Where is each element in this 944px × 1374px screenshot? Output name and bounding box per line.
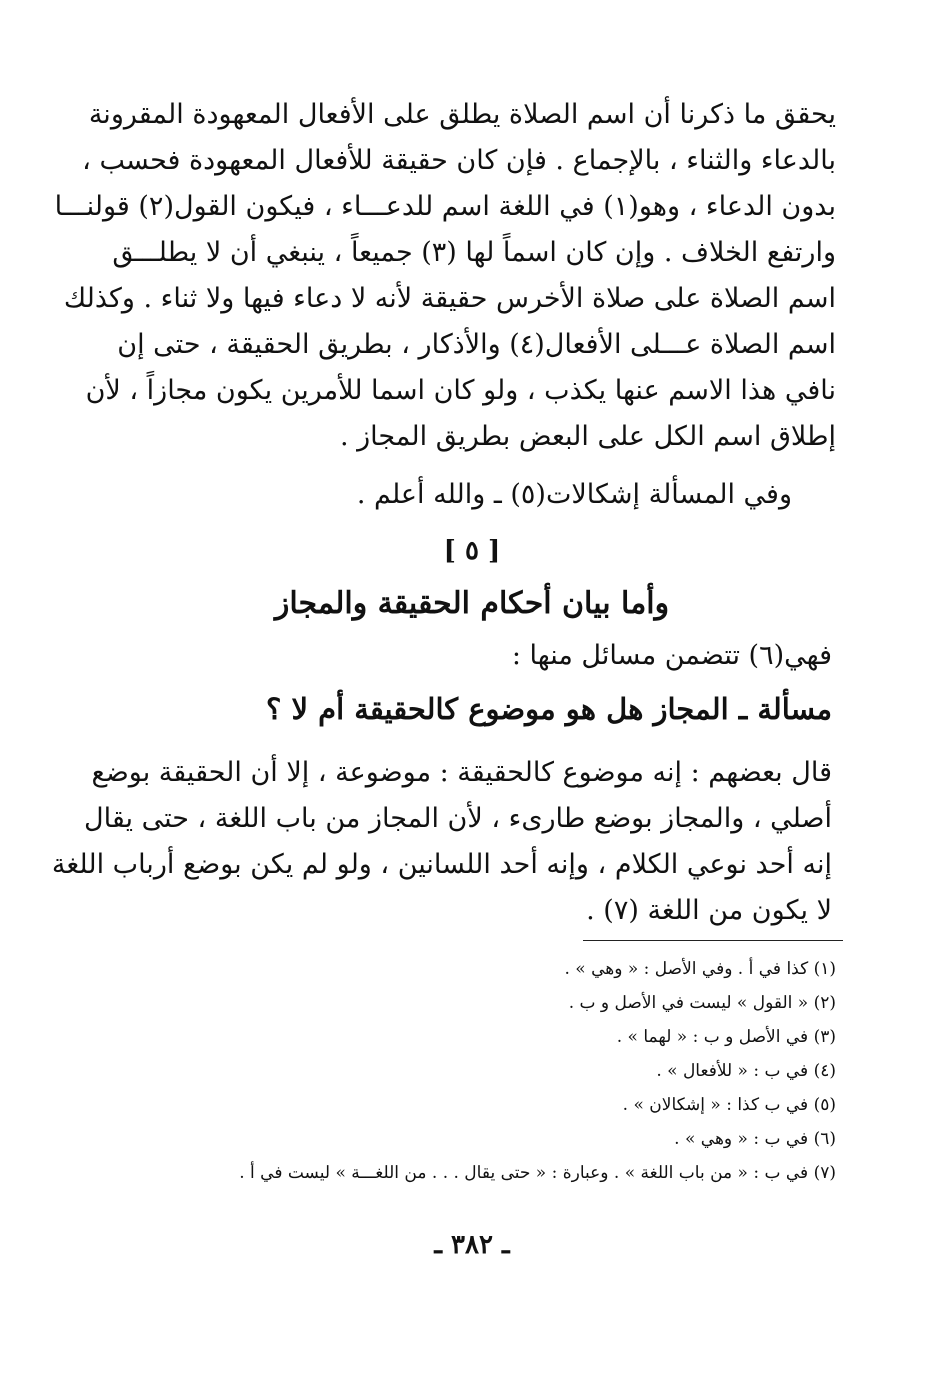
section-number: [ ٥ ]	[443, 536, 501, 566]
footnote-divider	[583, 940, 843, 941]
footnote-item: (٧) في ب : « من باب اللغة » . وعبارة : « حتى يقال . . . من اللغـــة » ليست في أ .	[239, 1163, 836, 1183]
text-line: بدون الدعاء ، وهو(١) في اللغة اسم للدعـــاء ، فيكون القول(٢) قولنـــا	[54, 191, 836, 222]
paragraph-2	[28, 472, 792, 518]
text-line: إطلاق اسم الكل على البعض بطريق المجاز .	[339, 421, 836, 452]
text-line: نافي هذا الاسم عنها يكذب ، ولو كان اسما للأمرين يكون مجازاً ، لأن	[85, 375, 836, 406]
footnote-item: (٥) في ب كذا : « إشكالان » .	[622, 1095, 836, 1115]
text-line: وفي المسألة إشكالات(٥) ـ والله أعلم .	[356, 479, 792, 510]
text-line: وارتفع الخلاف . وإن كان اسماً لها (٣) جميعاً ، ينبغي أن لا يطلـــق	[112, 237, 836, 268]
question-heading: مسألة ـ المجاز هل هو موضوع كالحقيقة أم لا ؟	[266, 692, 832, 726]
paragraph-1	[54, 92, 836, 460]
text-line: أصلي ، والمجاز بوضع طارىء ، لأن المجاز من باب اللغة ، حتى يقال	[84, 803, 832, 834]
footnote-item: (١) كذا في أ . وفي الأصل : « وهي » .	[564, 959, 836, 979]
text-line: بالدعاء والثناء ، بالإجماع . فإن كان حقيقة للأفعال المعهودة فحسب ،	[82, 145, 836, 176]
page-number: ـ ٣٨٢ ـ	[434, 1230, 510, 1260]
text-line: يحقق ما ذكرنا أن اسم الصلاة يطلق على الأفعال المعهودة المقرونة	[88, 99, 836, 130]
footnotes	[239, 952, 836, 1190]
text-line: اسم الصلاة عـــلى الأفعال(٤) والأذكار ، بطريق الحقيقة ، حتى إن	[117, 329, 836, 360]
text-line: قال بعضهم : إنه موضوع كالحقيقة : موضوعة ، إلا أن الحقيقة بوضع	[91, 757, 832, 788]
text-line: إنه أحد نوعي الكلام ، وإنه أحد اللسانين ، ولو لم يكن بوضع أرباب اللغة	[51, 849, 832, 880]
footnote-item: (٤) في ب : « للأفعال » .	[656, 1061, 836, 1081]
paragraph-3	[51, 750, 832, 934]
footnote-item: (٦) في ب : « وهي » .	[674, 1129, 836, 1149]
text-line: اسم الصلاة على صلاة الأخرس حقيقة لأنه لا دعاء فيها ولا ثناء . وكذلك	[63, 283, 836, 314]
text-line: لا يكون من اللغة (٧) .	[586, 895, 832, 926]
footnote-item: (٢) « القول » ليست في الأصل و ب .	[568, 993, 836, 1013]
footnote-item: (٣) في الأصل و ب : « لهما » .	[616, 1027, 836, 1047]
section-heading: وأما بيان أحكام الحقيقة والمجاز	[274, 586, 670, 621]
intro-line: فهي(٦) تتضمن مسائل منها :	[511, 640, 832, 671]
